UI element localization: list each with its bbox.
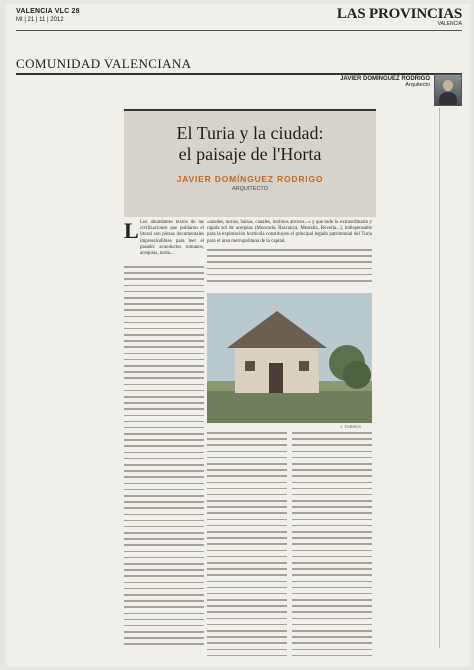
lead-column-2: «azudes, norias, balsas, canales, molinos atrocos...» y que todo lo extraordinario y rapida sol de acequias (Moncada, Rascanya, Mestalla, Rovella...), indispensable para la explotación hortícola constituyen el principal legado patrimonial del Turia para el área metropolitana de la capital.: [207, 220, 372, 244]
section-rule: [16, 73, 462, 75]
header-rule: [16, 30, 462, 31]
text-column-1: [124, 266, 204, 650]
byline: JAVIER DOMÍNGUEZ RODRIGO: [176, 174, 324, 184]
avatar-head: [443, 80, 453, 91]
edition-date: MI | 21 | 11 | 2012: [16, 17, 64, 23]
headline: [124, 123, 376, 165]
newspaper-page: [6, 4, 470, 666]
author-photo: [434, 74, 462, 106]
brand-sub: VALENCIA: [437, 21, 462, 27]
headline-line-1: El Turia y la ciudad:: [176, 123, 324, 143]
byline-role: ARQUITECTO: [232, 186, 268, 192]
text-column-2-bottom-left: [207, 432, 287, 661]
edition-label: VALENCIA VLC 28: [16, 8, 80, 15]
photo-caption: J. TORRES: [340, 424, 361, 429]
right-margin-strip: [439, 108, 462, 648]
text-column-2-bottom-right: [292, 432, 372, 661]
section-title: COMUNIDAD VALENCIANA: [16, 56, 192, 71]
headline-block: [124, 109, 376, 217]
text-column-2-top: [207, 249, 372, 286]
author-name: JAVIER DOMÍNGUEZ RODRIGO: [340, 76, 430, 82]
headline-line-2: el paisaje de l'Horta: [178, 144, 322, 164]
brand-name: LAS PROVINCIAS: [336, 6, 462, 22]
masthead-brand: [337, 6, 462, 27]
lead-column-1: Los abundantes textos de las civilizaciones que poblaron el litoral son piezas documentales imprescindibles para leer el pasado: acueductos romanos, acequias, noria...: [140, 220, 204, 257]
author-role: Arquitecto: [405, 82, 430, 88]
article-photo: [207, 293, 372, 423]
avatar-body: [439, 92, 457, 105]
author-header: [340, 76, 430, 88]
drop-cap: L: [124, 218, 139, 243]
house-illustration: [207, 293, 372, 423]
